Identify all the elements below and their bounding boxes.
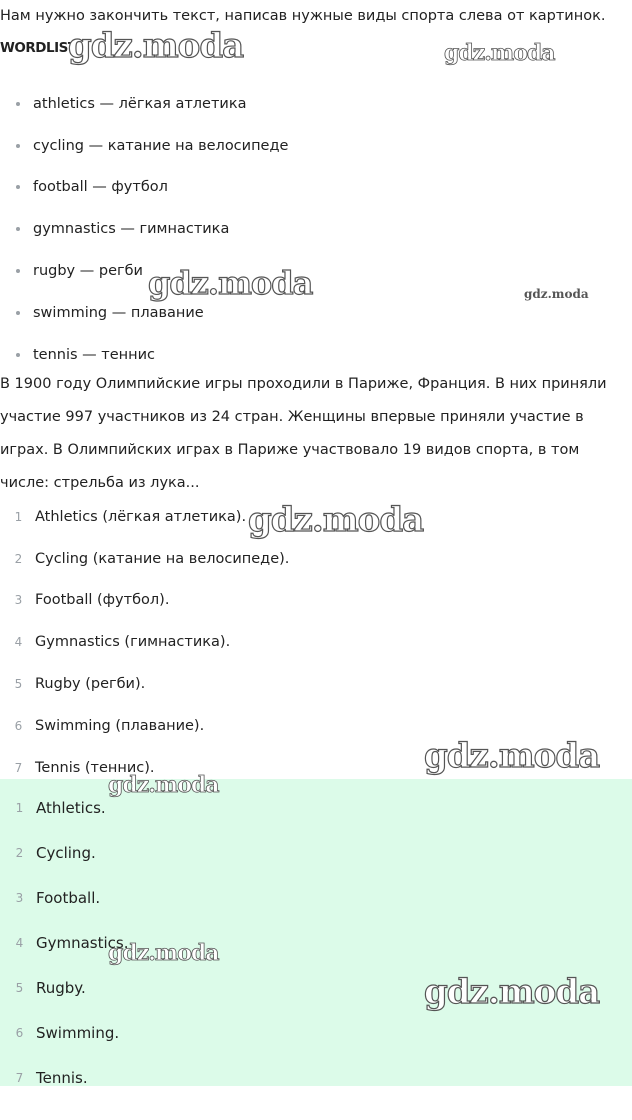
bullet-icon [16, 269, 20, 273]
item-text: Cycling. [36, 843, 96, 862]
item-number: 7 [15, 1070, 24, 1085]
watermark: gdz.moda [524, 287, 589, 301]
wordlist-item-text: swimming — плавание [33, 304, 204, 321]
wordlist-item-text: gymnastics — гимнастика [33, 221, 230, 238]
bullet-icon [16, 353, 20, 357]
watermark: gdz.moda [108, 772, 219, 798]
list-item [0, 580, 289, 622]
item-text: Athletics (лёгкая атлетика). [35, 508, 247, 525]
answer-block [0, 779, 632, 1086]
list-item [0, 875, 129, 920]
item-text: Gymnastics. [36, 933, 129, 952]
item-text: Gymnastics (гимнастика). [35, 634, 231, 651]
watermark: gdz.moda [148, 264, 313, 302]
item-text: Rugby (регби). [35, 676, 146, 693]
answer-list [0, 496, 289, 789]
item-number: 2 [14, 551, 23, 566]
wordlist-title: WORDLIST [0, 40, 77, 56]
list-item [0, 705, 289, 747]
item-number: 1 [15, 800, 24, 815]
list-item [0, 125, 288, 167]
list-item [0, 208, 288, 250]
item-text: Cycling (катание на велосипеде). [35, 550, 290, 567]
list-item [0, 621, 289, 663]
wordlist-item-text: rugby — регби [33, 263, 143, 280]
item-number: 5 [15, 980, 24, 995]
item-text: Tennis. [36, 1068, 88, 1087]
item-text: Rugby. [36, 978, 86, 997]
wordlist-item-text: cycling — катание на велосипеде [33, 137, 289, 154]
watermark: gdz.moda [444, 40, 555, 66]
watermark: gdz.moda [108, 940, 219, 966]
item-number: 1 [14, 509, 23, 524]
item-text: Tennis (теннис). [35, 759, 155, 776]
list-item [0, 830, 129, 875]
list-item [0, 1010, 129, 1055]
intro-text: Нам нужно закончить текст, написав нужные виды спорта слева от картинок. [0, 8, 606, 24]
list-item [0, 496, 289, 538]
watermark: gdz.moda [424, 736, 600, 776]
item-number: 2 [15, 845, 24, 860]
item-text: Swimming. [36, 1023, 120, 1042]
item-text: Swimming (плавание). [35, 717, 205, 734]
item-number: 3 [14, 593, 23, 608]
list-item [0, 663, 289, 705]
list-item [0, 965, 129, 1010]
bullet-icon [16, 227, 20, 231]
wordlist-item-text: football — футбол [33, 179, 168, 196]
item-text: Football. [36, 888, 101, 907]
list-item [0, 1055, 129, 1100]
bullet-icon [16, 102, 20, 106]
watermark: gdz.moda [248, 500, 424, 540]
wordlist-item-text: tennis — теннис [33, 346, 156, 363]
item-number: 6 [14, 718, 23, 733]
wordlist-item-text: athletics — лёгкая атлетика [33, 95, 247, 112]
bullet-icon [16, 144, 20, 148]
list-item [0, 538, 289, 580]
item-number: 4 [15, 935, 24, 950]
item-number: 7 [14, 760, 23, 775]
wordlist [0, 83, 288, 376]
item-number: 3 [15, 890, 24, 905]
watermark: gdz.moda [424, 972, 600, 1012]
paragraph-text: В 1900 году Олимпийские игры проходили в Париже, Франция. В них приняли участие 997 участников из 24 стран. Женщины впервые приняли участие в играх. В Олимпийских играх в Париже участвовало 19 видов спорта, в том числе: стрельба из лука... [0, 376, 607, 491]
list-item [0, 83, 288, 125]
item-text: Athletics. [36, 798, 106, 817]
item-text: Football (футбол). [35, 592, 170, 609]
item-number: 4 [14, 635, 23, 650]
bullet-icon [16, 311, 20, 315]
item-number: 6 [15, 1025, 24, 1040]
bullet-icon [16, 185, 20, 189]
item-number: 5 [14, 677, 23, 692]
list-item [0, 167, 288, 209]
watermark: gdz.moda [68, 26, 244, 66]
